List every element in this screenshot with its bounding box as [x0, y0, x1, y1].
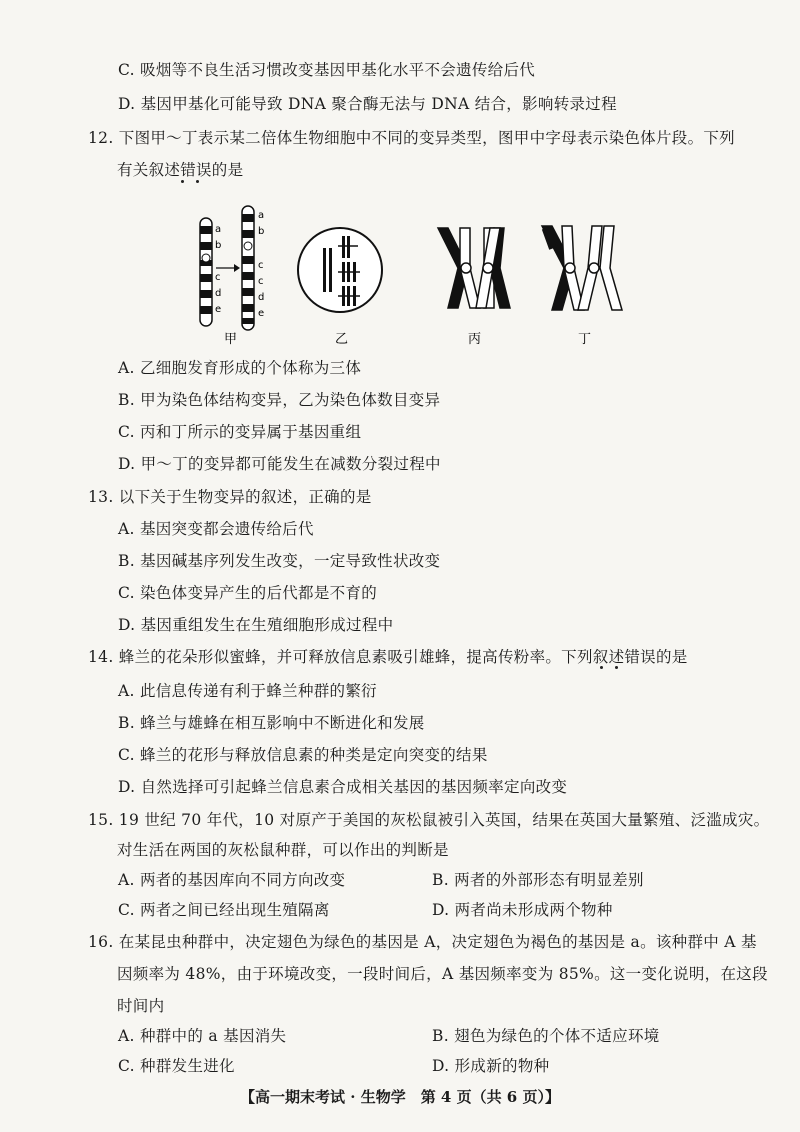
q14-stem: 14. 蜂兰的花朵形似蜜蜂，并可释放信息素吸引雄蜂，提高传粉率。下列叙述错误的是	[88, 648, 688, 666]
q11-option-d: D. 基因甲基化可能导致 DNA 聚合酶无法与 DNA 结合，影响转录过程	[118, 95, 617, 113]
q13-option-a: A. 基因突变都会遗传给后代	[118, 520, 314, 538]
q14-option-a: A. 此信息传递有利于蜂兰种群的繁衍	[118, 682, 377, 700]
figure-caption-ding: 丁	[578, 332, 592, 347]
q12-option-b: B. 甲为染色体结构变异，乙为染色体数目变异	[118, 391, 441, 409]
q12-option-a: A. 乙细胞发育形成的个体称为三体	[118, 359, 362, 377]
q14-option-b: B. 蜂兰与雄蜂在相互影响中不断进化和发展	[118, 714, 425, 732]
q16-stem-line3: 时间内	[117, 997, 165, 1015]
q15-option-a: A. 两者的基因库向不同方向改变	[118, 871, 346, 889]
q16-option-a: A. 种群中的 a 基因消失	[118, 1027, 287, 1045]
q12-option-d: D. 甲～丁的变异都可能发生在减数分裂过程中	[118, 455, 441, 473]
q13-option-b: B. 基因碱基序列发生改变，一定导致性状改变	[118, 552, 441, 570]
jia-left-label: c	[215, 272, 221, 283]
q15-option-c: C. 两者之间已经出现生殖隔离	[118, 901, 330, 919]
chromosome-variation-figure	[190, 198, 630, 348]
q14-option-c: C. 蜂兰的花形与释放信息素的种类是定向突变的结果	[118, 746, 488, 764]
jia-right-label: a	[258, 210, 265, 221]
jia-original-chromosome	[200, 218, 212, 326]
q13-stem: 13. 以下关于生物变异的叙述，正确的是	[88, 488, 372, 506]
jia-right-label: b	[258, 226, 265, 237]
jia-right-label: e	[258, 308, 265, 319]
figure-caption-bing: 丙	[468, 332, 482, 347]
jia-left-label: b	[215, 240, 222, 251]
q15-option-d: D. 两者尚未形成两个物种	[432, 901, 613, 919]
q16-stem-line1: 16. 在某昆虫种群中，决定翅色为绿色的基因是 A，决定翅色为褐色的基因是 a。该种群中 A 基	[88, 933, 757, 951]
q12-stem-line1: 12. 下图甲～丁表示某二倍体生物细胞中不同的变异类型，图甲中字母表示染色体片段。下列	[88, 129, 735, 147]
figure-caption-jia: 甲	[224, 332, 238, 347]
q16-option-d: D. 形成新的物种	[432, 1057, 550, 1075]
q11-option-c: C. 吸烟等不良生活习惯改变基因甲基化水平不会遗传给后代	[118, 61, 536, 79]
jia-right-label: c	[258, 276, 264, 287]
bing-chromosome-pair	[438, 228, 510, 308]
q16-stem-line2: 因频率为 48%，由于环境改变，一段时间后，A 基因频率变为 85%。这一变化说明，在这段	[117, 965, 768, 983]
q15-stem-line2: 对生活在两国的灰松鼠种群，可以作出的判断是	[117, 841, 449, 859]
q12-option-c: C. 丙和丁所示的变异属于基因重组	[118, 423, 362, 441]
q12-stem-line2: 有关叙述错误的是	[117, 161, 244, 179]
jia-left-label: d	[215, 288, 222, 299]
q13-option-d: D. 基因重组发生在生殖细胞形成过程中	[118, 616, 394, 634]
q16-option-c: C. 种群发生进化	[118, 1057, 235, 1075]
yi-cell	[298, 228, 382, 312]
jia-mutated-chromosome	[242, 206, 254, 330]
jia-left-label: a	[215, 224, 222, 235]
ding-chromosome-pair	[542, 226, 622, 310]
q14-option-d: D. 自然选择可引起蜂兰信息素合成相关基因的基因频率定向改变	[118, 778, 568, 796]
q16-option-b: B. 翅色为绿色的个体不适应环境	[432, 1027, 660, 1045]
figure-caption-yi: 乙	[335, 332, 349, 347]
page-footer: 【高一期末考试 · 生物学 第 4 页（共 6 页）】	[240, 1088, 560, 1106]
q15-option-b: B. 两者的外部形态有明显差别	[432, 871, 644, 889]
q13-option-c: C. 染色体变异产生的后代都是不育的	[118, 584, 378, 602]
jia-right-label: c	[258, 260, 264, 271]
q15-stem-line1: 15. 19 世纪 70 年代，10 对原产于美国的灰松鼠被引入英国，结果在英国大量繁殖、泛滥成灾。	[88, 811, 770, 829]
jia-right-label: d	[258, 292, 265, 303]
jia-left-label: e	[215, 304, 222, 315]
